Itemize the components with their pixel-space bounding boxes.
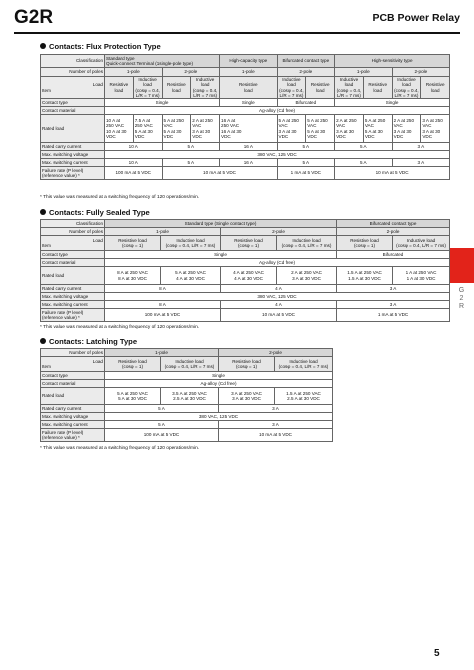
label-max-switching-voltage: Max. switching voltage [41, 151, 105, 159]
max-current-cell: 3 A [219, 421, 333, 429]
contact-material-cell: Ag-alloy (Cd free) [105, 259, 450, 267]
label-classification: Classification [41, 220, 105, 228]
label-failure-rate: Failure rate (P level) (reference value) * [41, 429, 105, 442]
rated-load-cell: 3.5 A at 250 VAC 2.5 A at 30 VDC [161, 388, 219, 405]
max-voltage-cell: 380 VAC, 125 VDC [105, 293, 450, 301]
label-max-switching-voltage: Max. switching voltage [41, 293, 105, 301]
rated-load-cell: 4 A at 250 VAC 4 A at 30 VDC [221, 267, 277, 285]
load-inductive: Inductive load (cosφ = 0.4, L/R = 7 ms) [277, 236, 337, 251]
sealed-footnote: * This value was measured at a switching frequency of 120 operations/min. [40, 325, 200, 330]
rated-load-cell: 5 A at 250 VAC 5 A at 30 VDC [162, 115, 191, 143]
label-failure-rate: Failure rate (P level) (reference value) * [41, 309, 105, 322]
rated-load-cell: 1 A at 250 VAC 1 A at 30 VDC [393, 267, 450, 285]
page-header [14, 7, 460, 29]
label-max-switching-current: Max. switching current [41, 301, 105, 309]
rated-load-cell: 1.5 A at 250 VAC 1.5 A at 30 VDC [337, 267, 393, 285]
rated-load-cell: 2 A at 250 VAC 3 A at 30 VDC [335, 115, 364, 143]
label-item-load: Load Item [41, 236, 105, 251]
load-resistive: Resistive load (cosφ = 1) [337, 236, 393, 251]
rated-carry-cell: 5 A [277, 143, 335, 151]
load-resistive: Resistive load [363, 77, 392, 99]
load-resistive: Resistive load [162, 77, 191, 99]
rated-carry-cell: 8 A [105, 285, 221, 293]
poles-cell: 1-pole [105, 228, 221, 236]
section-title-latching: Contacts: Latching Type [40, 337, 137, 346]
section-title-flux: Contacts: Flux Protection Type [40, 42, 161, 51]
label-max-switching-voltage: Max. switching voltage [41, 413, 105, 421]
label-max-switching-current: Max. switching current [41, 159, 105, 167]
rated-carry-cell: 5 A [162, 143, 220, 151]
rated-carry-cell: 16 A [220, 143, 278, 151]
label-rated-carry-current: Rated carry current [41, 285, 105, 293]
label-rated-load: Rated load [41, 115, 105, 143]
class-bifurcated: Bifurcated contact type [277, 55, 335, 68]
contact-material-cell: Ag-alloy (Cd free) [105, 107, 450, 115]
brand-title: G2R [14, 7, 54, 28]
label-max-switching-current: Max. switching current [41, 421, 105, 429]
rated-carry-cell: 3 A [219, 405, 333, 413]
header-rule [14, 32, 460, 34]
label-item-load: Load Item [41, 357, 105, 372]
load-resistive: Resistive load (cosφ = 1) [105, 236, 161, 251]
contact-type-cell: Single [105, 99, 220, 107]
load-inductive: Inductive load (cosφ = 0.4, L/R = 7 ms) [277, 77, 306, 99]
poles-cell: 2-pole [337, 228, 450, 236]
contact-material-cell: Ag-alloy (Cd free) [105, 380, 333, 388]
latching-spec-table [40, 348, 333, 442]
section-title-sealed: Contacts: Fully Sealed Type [40, 208, 150, 217]
poles-cell: 2-pole [392, 68, 450, 77]
rated-load-cell: 2 A at 250 VAC 3 A at 30 VDC [277, 267, 337, 285]
label-item-load: Load Item [41, 77, 105, 99]
poles-cell: 2-pole [219, 349, 333, 357]
load-resistive: Resistive load (cosφ = 1) [105, 357, 161, 372]
rated-load-cell: 5 A at 250 VAC 5 A at 30 VDC [105, 388, 161, 405]
label-contact-material: Contact material [41, 259, 105, 267]
bullet-icon [40, 43, 46, 49]
rated-load-cell: 7.5 A at 250 VAC 5 A at 30 VDC [133, 115, 162, 143]
max-voltage-cell: 380 VAC, 125 VDC [105, 151, 450, 159]
contact-type-cell: Single [220, 99, 278, 107]
flux-footnote: * This value was measured at a switching frequency of 120 operations/min. [40, 195, 200, 200]
max-voltage-cell: 380 VAC, 125 VDC [105, 413, 333, 421]
load-resistive: Resistive load (cosφ = 1) [221, 236, 277, 251]
poles-cell: 2-pole [221, 228, 337, 236]
label-contact-type: Contact type [41, 251, 105, 259]
max-current-cell: 5 A [335, 159, 393, 167]
poles-cell: 1-pole [335, 68, 393, 77]
load-inductive: Inductive load (cosφ = 0.4, L/R = 7 ms) [275, 357, 333, 372]
rated-carry-cell: 10 A [105, 143, 163, 151]
label-contact-type: Contact type [41, 372, 105, 380]
contact-type-cell: Bifurcated [337, 251, 450, 259]
load-inductive: Inductive load (cosφ = 0.4, L/R = 7 ms) [393, 236, 450, 251]
contact-type-cell: Single [105, 372, 333, 380]
load-resistive: Resistive load (cosφ = 1) [219, 357, 275, 372]
failure-rate-cell: 100 mA at 5 VDC [105, 167, 163, 180]
rated-load-cell: 5 A at 250 VAC 5 A at 30 VDC [363, 115, 392, 143]
poles-cell: 2-pole [162, 68, 220, 77]
rated-carry-cell: 3 A [392, 143, 450, 151]
class-standard: Standard type Quick-connect Terminal (1single-pole type) [105, 55, 220, 68]
load-inductive: Inductive load (cosφ = 0.4, L/R = 7 ms) [191, 77, 220, 99]
load-inductive: Inductive load (cosφ = 0.4, L/R = 7 ms) [133, 77, 162, 99]
label-failure-rate: Failure rate (P level) (reference value) * [41, 167, 105, 180]
rated-load-cell: 10 A at 250 VAC 10 A at 30 VDC [105, 115, 134, 143]
latching-footnote: * This value was measured at a switching frequency of 120 operations/min. [40, 446, 200, 451]
flux-spec-table [40, 54, 450, 180]
max-current-cell: 16 A [220, 159, 278, 167]
failure-rate-cell: 10 mA at 5 VDC [221, 309, 337, 322]
sealed-spec-table [40, 219, 450, 322]
rated-load-cell: 1.5 A at 250 VAC 2.5 A at 30 VDC [275, 388, 333, 405]
label-number-of-poles: Number of poles [41, 349, 105, 357]
poles-cell: 1-pole [105, 349, 219, 357]
contact-type-cell: Single [335, 99, 450, 107]
failure-rate-cell: 100 mA at 5 VDC [105, 309, 221, 322]
poles-cell: 1-pole [105, 68, 163, 77]
side-index-tab [449, 248, 474, 283]
label-rated-load: Rated load [41, 388, 105, 405]
rated-load-cell: 2 A at 250 VAC 3 A at 30 VDC [191, 115, 220, 143]
poles-cell: 1-pole [220, 68, 278, 77]
failure-rate-cell: 10 mA at 5 VDC [219, 429, 333, 442]
label-contact-material: Contact material [41, 380, 105, 388]
label-rated-carry-current: Rated carry current [41, 405, 105, 413]
label-contact-material: Contact material [41, 107, 105, 115]
failure-rate-cell: 100 mA at 5 VDC [105, 429, 219, 442]
side-index-label: G 2 R [458, 287, 465, 310]
label-number-of-poles: Number of poles [41, 68, 105, 77]
bullet-icon [40, 209, 46, 215]
poles-cell: 2-pole [277, 68, 335, 77]
label-rated-load: Rated load [41, 267, 105, 285]
rated-load-cell: 8 A at 250 VAC 8 A at 30 VDC [105, 267, 161, 285]
rated-load-cell: 2 A at 250 VAC 3 A at 30 VDC [392, 115, 421, 143]
label-classification: Classification [41, 55, 105, 68]
rated-load-cell: 5 A at 250 VAC 5 A at 30 VDC [306, 115, 335, 143]
contact-type-cell: Bifurcated [277, 99, 335, 107]
class-high-sensitivity: High-sensitivity type [335, 55, 450, 68]
rated-carry-cell: 5 A [105, 405, 219, 413]
rated-load-cell: 5 A at 250 VAC 3 A at 30 VDC [277, 115, 306, 143]
rated-load-cell: 5 A at 250 VAC 4 A at 30 VDC [161, 267, 221, 285]
label-number-of-poles: Number of poles [41, 228, 105, 236]
load-inductive: Inductive load (cosφ = 0.4, L/R = 7 ms) [161, 236, 221, 251]
label-contact-type: Contact type [41, 99, 105, 107]
load-inductive: Inductive load (cosφ = 0.4, L/R = 7 ms) [335, 77, 364, 99]
class-bifurcated: Bifurcated contact type [337, 220, 450, 228]
failure-rate-cell: 1 mA at 5 VDC [337, 309, 450, 322]
max-current-cell: 4 A [221, 301, 337, 309]
contact-type-cell: Single [105, 251, 337, 259]
load-inductive: Inductive load (cosφ = 0.4, L/R = 7 ms) [392, 77, 421, 99]
failure-rate-cell: 1 mA at 5 VDC [277, 167, 335, 180]
load-resistive: Resistive load [421, 77, 450, 99]
load-resistive: Resistive load [105, 77, 134, 99]
class-standard-single: Standard type (Single contact type) [105, 220, 337, 228]
max-current-cell: 10 A [105, 159, 163, 167]
bullet-icon [40, 338, 46, 344]
load-resistive: Resistive load [220, 77, 278, 99]
failure-rate-cell: 10 mA at 5 VDC [335, 167, 450, 180]
rated-load-cell: 3 A at 250 VAC 3 A at 30 VDC [421, 115, 450, 143]
max-current-cell: 3 A [337, 301, 450, 309]
class-high-capacity: High-capacity type [220, 55, 278, 68]
rated-load-cell: 3 A at 250 VAC 3 A at 30 VDC [219, 388, 275, 405]
rated-load-cell: 16 A at 250 VAC 16 A at 30 VDC [220, 115, 278, 143]
max-current-cell: 5 A [277, 159, 335, 167]
load-inductive: Inductive load (cosφ = 0.4, L/R = 7 ms) [161, 357, 219, 372]
max-current-cell: 8 A [105, 301, 221, 309]
rated-carry-cell: 3 A [337, 285, 450, 293]
label-rated-carry-current: Rated carry current [41, 143, 105, 151]
rated-carry-cell: 4 A [221, 285, 337, 293]
page-number: 5 [434, 648, 440, 659]
max-current-cell: 5 A [162, 159, 220, 167]
failure-rate-cell: 10 mA at 5 VDC [162, 167, 277, 180]
document-title: PCB Power Relay [372, 12, 460, 24]
load-resistive: Resistive load [306, 77, 335, 99]
max-current-cell: 5 A [105, 421, 219, 429]
max-current-cell: 3 A [392, 159, 450, 167]
rated-carry-cell: 5 A [335, 143, 393, 151]
